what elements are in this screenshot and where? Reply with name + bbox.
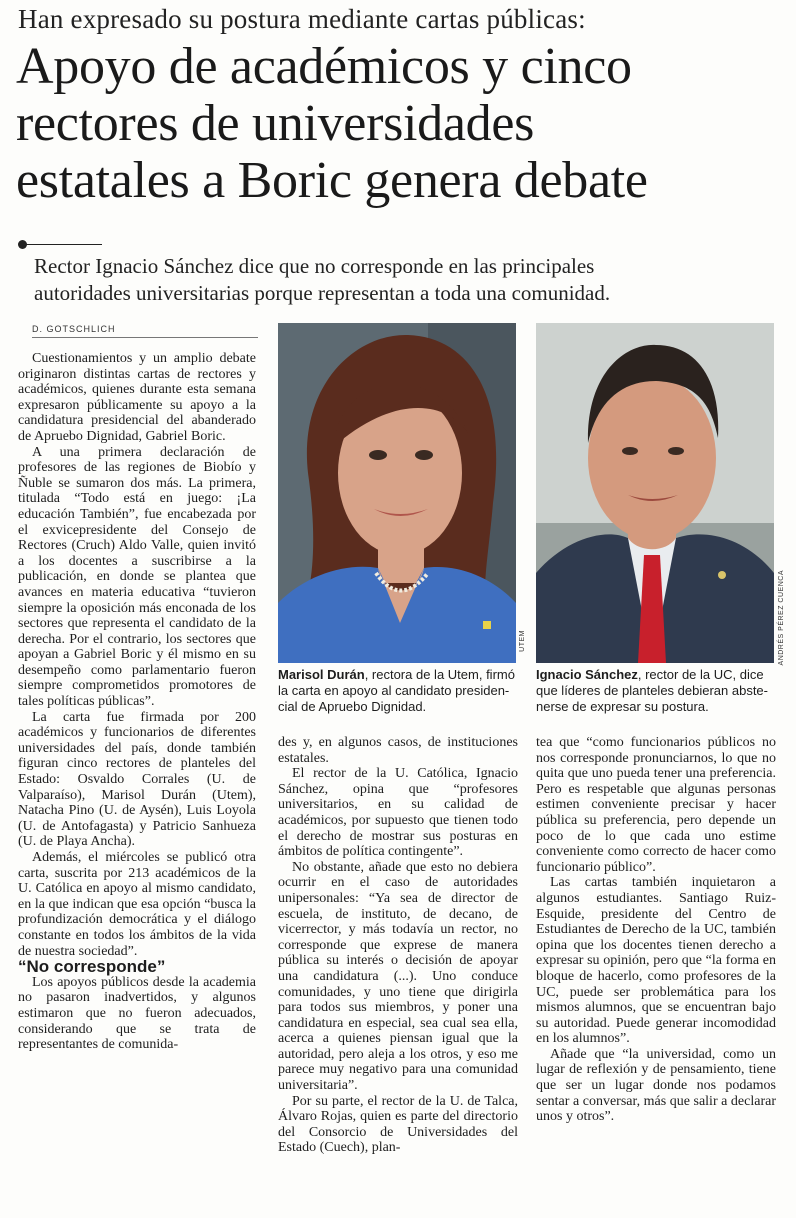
byline: D. GOTSCHLICH (32, 324, 116, 334)
headline-line: rectores de universidades (16, 95, 535, 152)
body-paragraph: Las cartas también inquietaron a algunos estudiantes. Santiago Ruiz-Esquide, presidente del Centro de Estudiantes de Derecho de la UC, también opina que los docentes tienen derecho a expresar su opinión, pero que “la forma en bloque de hacerlo, como profesores de la UC, puede ser problemática para los mismos alumnos, que se encuentran bajo su autoridad. Puede generar incomodidad en los alumnos”. (536, 875, 776, 1047)
body-paragraph: Añade que “la universidad, como un lugar de reflexión y de pensamiento, tiene que ser un lugar donde nos podamos sentar a conversar, más que salir a declarar unos y otros”. (536, 1046, 776, 1125)
body-column-3 (536, 735, 776, 1205)
body-paragraph: El rector de la U. Católica, Ignacio Sánchez, opina que “profesores universitarios, en su calidad de académicos, por supuesto que tienen todo el derecho de mostrar sus posturas en ámbitos de política contingente”. (278, 766, 518, 860)
caption-text: , rector de la UC, dice (637, 667, 764, 682)
photo-marisol-duran (278, 323, 516, 663)
body-paragraph: La carta fue firmada por 200 académicos y funcionarios de diferentes universidades del país, donde también figuran cinco rectores de planteles del Estado: Osvaldo Corrales (U. de Valparaíso), Marisol Durán (Utem), Natacha Pino (U. de Aysén), Luis Loyola (U. de Antofagasta) y Patricio Sanhueza (U. de Playa Ancha). (18, 709, 256, 850)
body-paragraph: tea que “como funcionarios públicos no nos corresponde pronunciarnos, lo que no quita que uno pueda tener una preferencia. Pero es respetable que algunas personas estimen conveniente precisar y hacer pública su preferencia, pero depende un poco de lo que cada uno estime conveniente como correcto de hacer como funcionario público”. (536, 735, 776, 875)
headline-line: estatales a Boric genera debate (16, 152, 648, 209)
deck (34, 253, 794, 307)
caption-text: cial de Apruebo Dignidad. (278, 699, 427, 714)
photo-caption (536, 667, 780, 715)
subhead: “No corresponde” (18, 957, 166, 977)
body-paragraph: Además, el miércoles se publicó otra carta, suscrita por 213 académicos de la U. Católica en apoyo al mismo candidato, en la que indican que esa opción “busca la profundización democrática y el diálogo constante en todos los ámbitos de la vida de nuestra sociedad”. (18, 850, 256, 959)
body-paragraph: des y, en algunos casos, de instituciones estatales. (278, 735, 518, 766)
caption-name: Marisol Durán (278, 667, 365, 682)
headline-line: Apoyo de académicos y cinco (16, 38, 632, 95)
body-paragraph: A una primera declaración de profesores de las regiones de Biobío y Ñuble se sumaron dos más. La primera, titulada “Todo está en juego: ¡La educación También”, fue encabezada por el exvicepresidente del Consejo de Rectores (Cruch) Aldo Valle, quien invitó a los docentes a suscribirse a la publicación, en donde se plantea que avances en materia educativa “tuvieron siempre la oposición más enconada de los sectores que representa el candidato de la derecha. Por el contrario, los sectores que apoyan a Gabriel Boric y él mismo en su desempeño como parlamentario fueron siempre comprometidos promotores de tales políticas públicas”. (18, 444, 256, 710)
portrait-woman-icon (278, 323, 516, 663)
kicker: Han expresado su postura mediante cartas públicas: (18, 4, 586, 34)
caption-text: que líderes de planteles debieran abste- (536, 683, 768, 698)
byline-rule (32, 337, 258, 338)
portrait-man-icon (536, 323, 774, 663)
caption-text: nerse de expresar su postura. (536, 699, 709, 714)
caption-text: la carta en apoyo al candidato presiden- (278, 683, 510, 698)
photo-ignacio-sanchez (536, 323, 774, 663)
deck-line: Rector Ignacio Sánchez dice que no corresponde en las principales (34, 254, 595, 278)
body-column-2 (278, 735, 518, 1205)
caption-text: , rectora de la Utem, firmó (364, 667, 515, 682)
headline (16, 38, 786, 209)
photo-credit: UTEM (519, 630, 526, 652)
body-paragraph: Cuestionamientos y un amplio debate originaron distintas cartas de rectores y académicos, quienes durante esta semana expresaron públicamente su apoyo a la candidatura presidencial del abanderado de Apruebo Dignidad, Gabriel Boric. (18, 351, 256, 444)
rule-line (26, 244, 102, 245)
photo-caption (278, 667, 520, 715)
body-paragraph: No obstante, añade que esto no debiera ocurrir en el caso de autoridades unipersonales: “Ya sea de director de escuela, de instituto, de decano, de vicerrector, y más todavía un rector, no corresponde que exprese de manera pública su interés o decisión de apoyar una candidatura (...). Uno conduce comunidades, y uno tiene que dirigirla para todos sus miembros, y poner una candidatura en especial, sea cual sea ella, acerca a quienes piensan igual que la autoridad, pero aleja a los otros, y eso me parece muy negativo para una comunidad universitaria”. (278, 859, 518, 1094)
caption-name: Ignacio Sánchez (536, 667, 638, 682)
body-paragraph: Por su parte, el rector de la U. de Talca, Álvaro Rojas, quien es parte del directorio del Consorcio de Universidades del Estado (Cuech), plan- (278, 1093, 518, 1156)
body-column-1 (18, 351, 256, 1211)
section-rule (18, 240, 102, 250)
body-paragraph: Los apoyos públicos desde la academia no pasaron inadvertidos, y algunos estimaron que no fueron adecuados, considerando que se trata de representantes de comunida- (18, 974, 256, 1053)
deck-line: autoridades universitarias porque representan a toda una comunidad. (34, 281, 611, 305)
photo-credit: ANDRÉS PÉREZ CUENCA (778, 570, 785, 666)
